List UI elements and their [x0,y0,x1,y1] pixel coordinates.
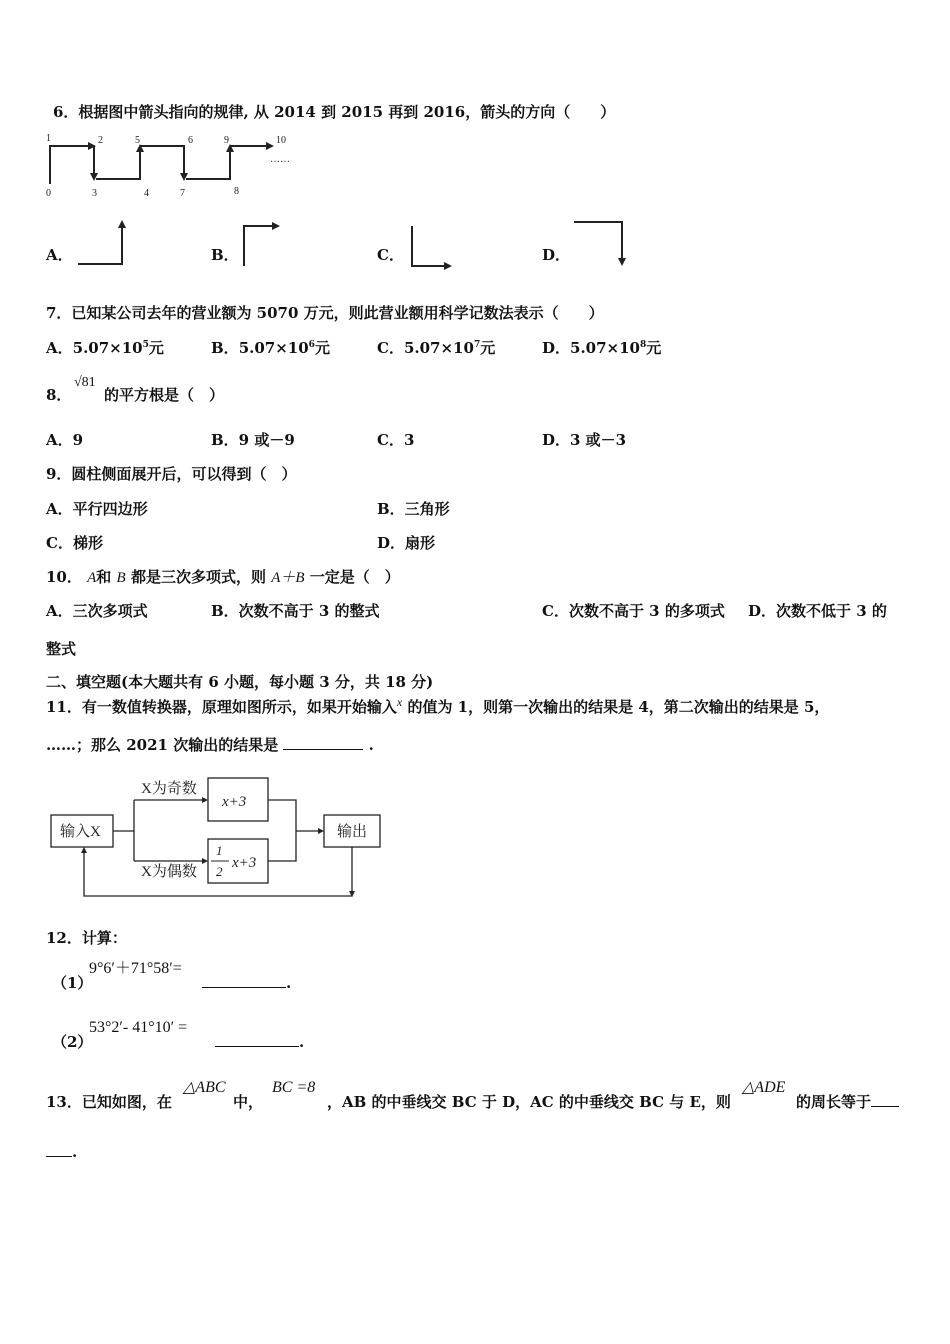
q13-mid1: 中， [233,1093,264,1111]
q8-option-a: A．9 [46,431,84,449]
answer-blank [46,1142,72,1157]
q12-part1-expr: 9°6′＋71°58′= [89,960,182,977]
answer-blank [283,735,363,750]
box-bottom-expr: x+3 [232,855,257,871]
q12-part2-expr: 53°2′- 41°10′ = [89,1019,188,1036]
seq-num: 5 [135,135,140,146]
q10-stem: 10． A和 B 都是三次多项式，则 A＋B 一定是（ ） [46,568,400,586]
q7-stem: 7．已知某公司去年的营业额为 5070 万元，则此营业额用科学记数法表示（ ） [46,304,604,322]
q6-option-d-arrow [570,214,630,272]
q9-option-a: A．平行四边形 [46,500,148,518]
q11-line2: ……；那么 2021 次输出的结果是 . [46,736,374,754]
q8-option-b: B．9 或－9 [211,431,295,449]
q13-mid2: ，AB 的中垂线交 BC 于 D，AC 的中垂线交 BC 与 E，则 [327,1093,731,1111]
output-label: 输出 [337,824,368,840]
box-top-expr: x+3 [222,794,247,810]
q10-option-d: D．次数不低于 3 的 [748,602,887,620]
q11-converter-diagram [46,773,386,905]
q10-option-b: B．次数不高于 3 的整式 [211,602,380,620]
q12-part1-answer: . [202,973,291,993]
answer-blank [871,1092,899,1107]
q9-option-d: D．扇形 [377,534,436,552]
seq-num: 2 [98,135,103,146]
q8-option-d: D．3 或－3 [542,431,627,449]
q8-stem: 的平方根是（ ） [104,386,225,404]
q6-option-c-arrow [406,222,458,272]
q13-triangle-ade: △ADE [742,1079,786,1096]
seq-num: 0 [46,188,51,199]
q6-option-d: D． [542,246,571,264]
frac-den: 2 [216,864,223,879]
answer-blank [215,1032,299,1047]
q10-option-c: C．次数不高于 3 的多项式 [542,602,725,620]
q8-option-c: C．3 [377,431,415,449]
q9-stem: 9．圆柱侧面展开后，可以得到（ ） [46,465,297,483]
seq-num: 7 [180,188,185,199]
odd-label: X为奇数 [141,781,197,797]
q6-option-b: B． [211,246,239,264]
seq-num: 6 [188,135,193,146]
seq-num: 8 [234,186,239,197]
q9-option-c: C．梯形 [46,534,103,552]
q12-part2-answer: . [215,1032,304,1052]
q11-stem: 11．有一数值转换器，原理如图所示，如果开始输入$^x$ 的值为 1，则第一次输出的结果是 4，第二次输出的结果是 5， [46,695,830,716]
q12-part2-label: （2） [52,1033,93,1051]
q7-option-c: C．$5.07\times 10^7$元 [377,339,496,357]
q9-option-b: B．三角形 [377,500,450,518]
seq-num: 1 [46,133,51,144]
even-label: X为偶数 [141,864,197,880]
q7-option-d: D．$5.07\times 10^8$元 [542,339,662,357]
q7-option-a: A．$5.07\times 10^5$元 [46,339,164,357]
q6-option-a: A． [46,246,73,264]
section-2-heading: 二、填空题(本大题共有 6 小题，每小题 3 分，共 18 分) [46,673,434,691]
q8-num: 8． [46,386,72,404]
seq-num: 4 [144,188,149,199]
q13-triangle-abc: △ABC [183,1079,226,1096]
frac-num: 1 [216,843,223,858]
answer-blank [202,973,286,988]
q10-option-d-wrap: 整式 [46,640,77,658]
ellipsis: …… [270,154,290,165]
q10-option-a: A．三次多项式 [46,602,148,620]
q13-bc: BC =8 [272,1079,316,1096]
seq-num: 10 [276,135,286,146]
q6-option-b-arrow [238,218,286,270]
q13-tail: 的周长等于 [796,1092,899,1112]
q8-radical: √81 [74,375,96,390]
q13-num: 13．已知如图，在 [46,1093,172,1111]
q7-option-b: B．$5.07\times 10^6$元 [211,339,330,357]
q6-option-a-arrow [74,218,130,270]
seq-num: 3 [92,188,97,199]
q6-option-c: C． [377,246,404,264]
input-label: 输入X [60,824,101,840]
q6-arrow-sequence [44,132,304,202]
q12-part1-label: （1） [52,974,93,992]
q6-stem: 6．根据图中箭头指向的规律, 从 2014 到 2015 再到 2016，箭头的方向（ ） [53,103,616,121]
seq-num: 9 [224,135,229,146]
q12-stem: 12．计算： [46,929,127,947]
q13-continuation: . [46,1142,77,1162]
